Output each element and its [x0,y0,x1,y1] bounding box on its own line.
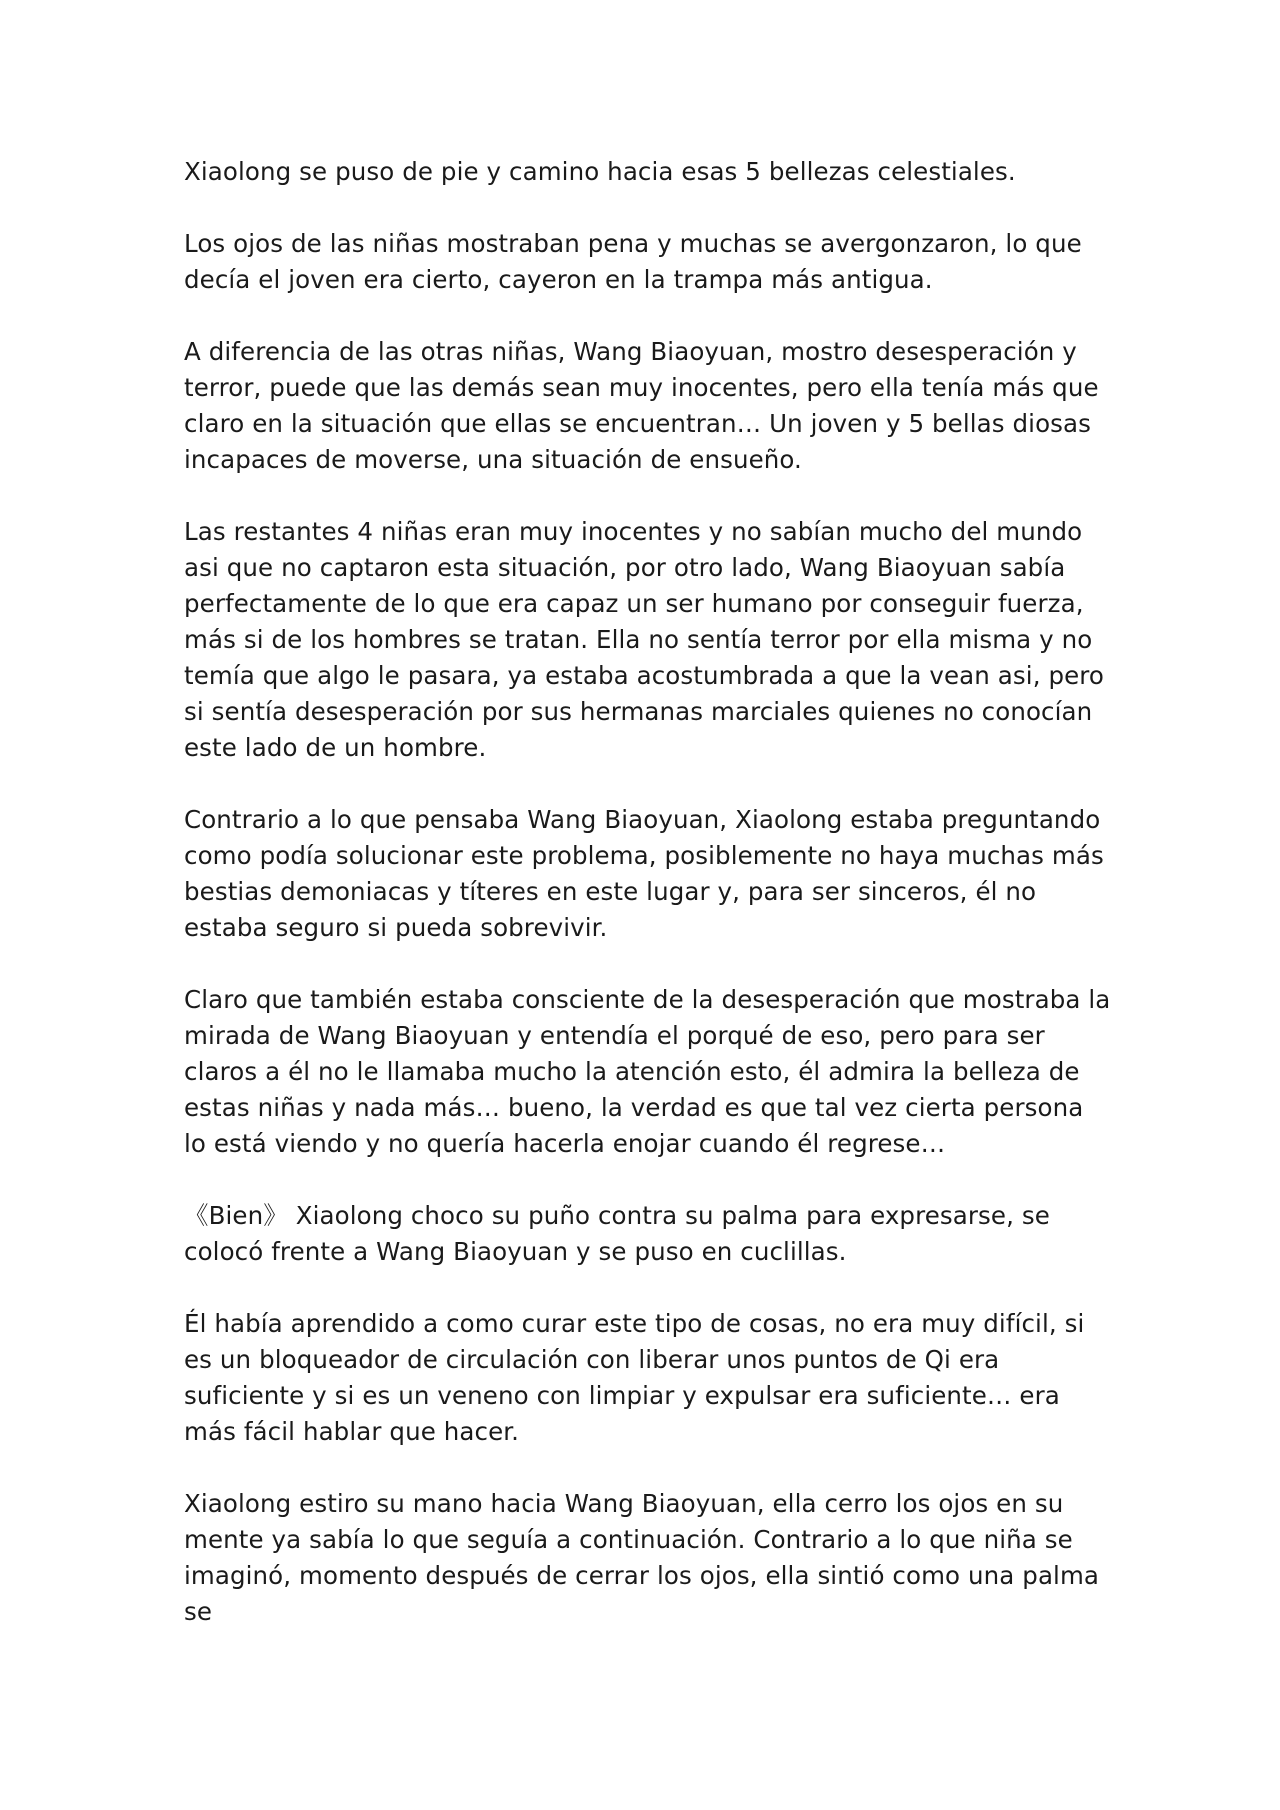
paragraph: A diferencia de las otras niñas, Wang Biaoyuan, mostro desesperación y terror, puede que las demás sean muy inocentes, pero ella tenía más que claro en la situación que ellas se encuentran… Un joven y 5 bellas diosas incapaces de moverse, una situación de ensueño. [184,337,1099,474]
paragraph: Los ojos de las niñas mostraban pena y muchas se avergonzaron, lo que decía el joven era cierto, cayeron en la trampa más antigua. [184,229,1082,294]
paragraph: Xiaolong estiro su mano hacia Wang Biaoyuan, ella cerro los ojos en su mente ya sabía lo que seguía a continuación. Contrario a lo que niña se imaginó, momento después de cerrar los ojos, ella sintió como una palma se [184,1489,1100,1626]
paragraph: 《Bien》 Xiaolong choco su puño contra su palma para expresarse, se colocó frente a Wang Biaoyuan y se puso en cuclillas. [184,1201,1050,1266]
document-body [184,154,1112,1630]
paragraph: Contrario a lo que pensaba Wang Biaoyuan, Xiaolong estaba preguntando como podía solucionar este problema, posiblemente no haya muchas más bestias demoniacas y títeres en este lugar y, para ser sinceros, él no estaba seguro si pueda sobrevivir. [184,805,1104,942]
paragraph: Las restantes 4 niñas eran muy inocentes y no sabían mucho del mundo asi que no captaron esta situación, por otro lado, Wang Biaoyuan sabía perfectamente de lo que era capaz un ser humano por conseguir fuerza, más si de los hombres se tratan. Ella no sentía terror por ella misma y no temía que algo le pasara, ya estaba acostumbrada a que la vean asi, pero si sentía desesperación por sus hermanas marciales quienes no conocían este lado de un hombre. [184,517,1105,762]
paragraph: Xiaolong se puso de pie y camino hacia esas 5 bellezas celestiales. [184,157,1016,186]
paragraph: Él había aprendido a como curar este tipo de cosas, no era muy difícil, si es un bloqueador de circulación con liberar unos puntos de Qi era suficiente y si es un veneno con limpiar y expulsar era suficiente… era más fácil hablar que hacer. [184,1309,1085,1446]
paragraph: Claro que también estaba consciente de la desesperación que mostraba la mirada de Wang Biaoyuan y entendía el porqué de eso, pero para ser claros a él no le llamaba mucho la atención esto, él admira la belleza de estas niñas y nada más… bueno, la verdad es que tal vez cierta persona lo está viendo y no quería hacerla enojar cuando él regrese… [184,985,1111,1158]
